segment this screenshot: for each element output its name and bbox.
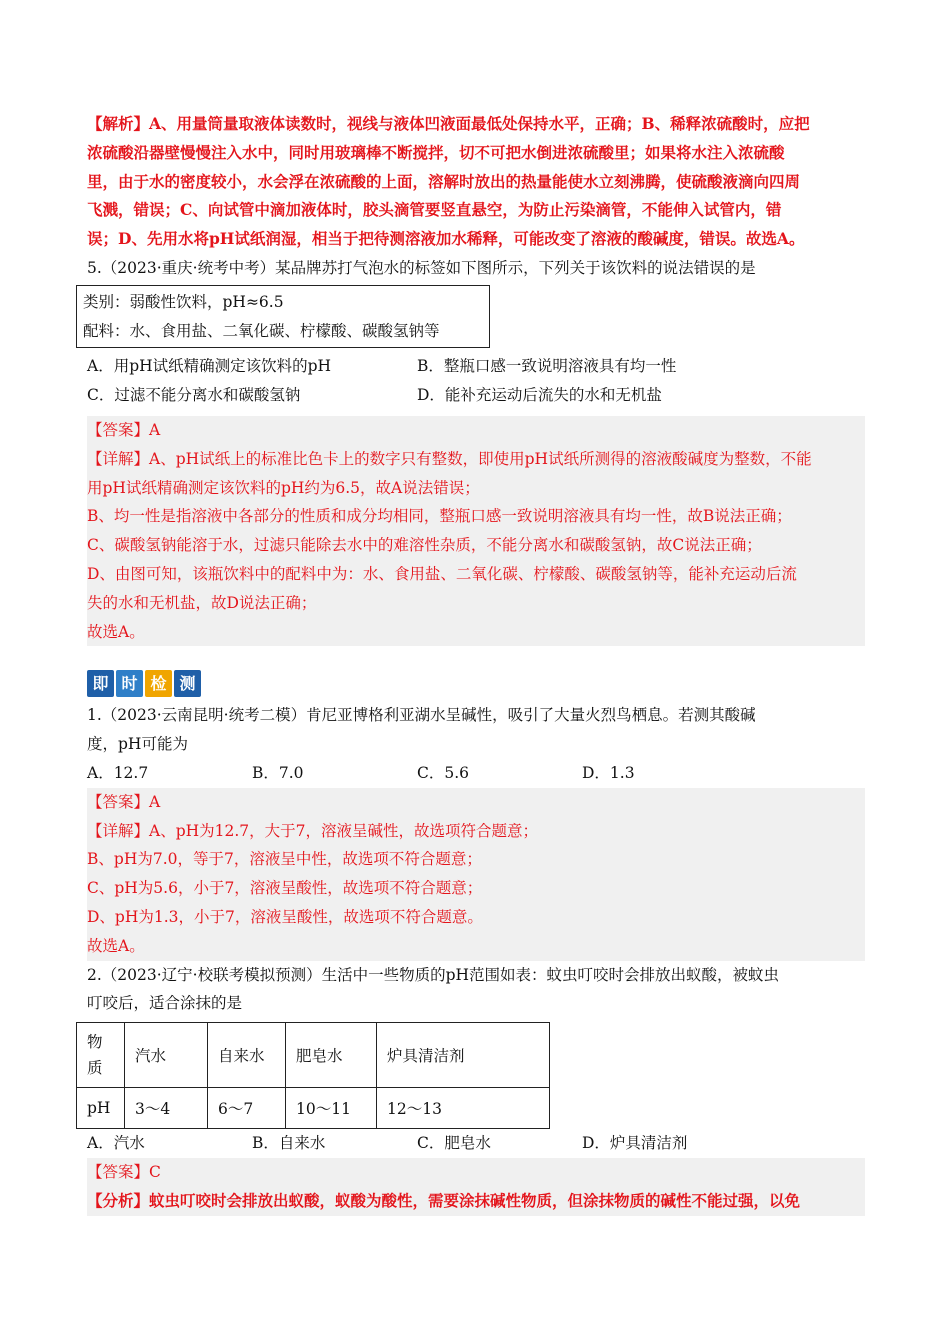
detail-line: 用pH试纸精确测定该饮料的pH约为6.5，故A说法错误； [87,478,480,497]
section-banner [87,670,865,697]
table-header-cell: 炉具清洁剂 [377,1023,550,1088]
option-a[interactable]: A．12.7 [87,763,149,782]
ph-table [76,1022,550,1129]
banner-char: 即 [87,670,114,697]
detail-line: C、碳酸氢钠能溶于水，过滤只能除去水中的难溶性杂质，不能分离水和碳酸氢钠，故C说法正确； [87,536,762,555]
option-d[interactable]: D．1.3 [582,763,635,782]
answer-block [87,788,865,961]
detail-line: 【详解】A、pH试纸上的标准比色卡上的数字只有整数，即使用pH试纸所测得的溶液酸碱度为整数，不能 [87,449,812,468]
question-stem: 度，pH可能为 [87,735,188,754]
product-label-box [76,285,490,349]
options-row [87,352,865,381]
table-cell: 10～11 [286,1088,377,1129]
option-d[interactable]: D．能补充运动后流失的水和无机盐 [417,386,662,405]
detail-line: 失的水和无机盐，故D说法正确； [87,593,317,612]
table-header-cell: 自来水 [208,1023,286,1088]
options-row [87,381,865,410]
option-c[interactable]: C．过滤不能分离水和碳酸氢钠 [87,386,301,405]
options-row [87,1129,865,1158]
question-stem: 2.（2023·辽宁·校联考模拟预测）生活中一些物质的pH范围如表：蚊虫叮咬时会排放出蚁酸，被蚊虫 [87,965,780,984]
detail-line: D、pH为1.3，小于7，溶液呈酸性，故选项不符合题意。 [87,907,483,926]
option-c[interactable]: C．肥皂水 [417,1134,491,1153]
page-content [83,110,865,1216]
analysis-line: 浓硫酸沿器壁慢慢注入水中，同时用玻璃棒不断搅拌，切不可把水倒进浓硫酸里；如果将水注入浓硫酸 [87,142,785,162]
option-a[interactable]: A．汽水 [87,1134,145,1153]
detail-line: 故选A。 [87,622,145,641]
analysis-line: 【解析】A、用量筒量取液体读数时，视线与液体凹液面最低处保持水平，正确；B、稀释浓硫酸时，应把 [87,114,810,133]
table-row [77,1088,550,1129]
option-b[interactable]: B．整瓶口感一致说明溶液具有均一性 [417,357,677,376]
table-cell: 12～13 [377,1088,550,1129]
option-c[interactable]: C．5.6 [417,763,470,782]
banner-char: 检 [145,670,172,697]
analysis-line: 【分析】蚊虫叮咬时会排放出蚁酸，蚁酸为酸性，需要涂抹碱性物质，但涂抹物质的碱性不能过强，以免 [87,1190,801,1210]
option-b[interactable]: B．7.0 [252,763,304,782]
detail-line: 故选A。 [87,936,145,955]
detail-line: C、pH为5.6，小于7，溶液呈酸性，故选项不符合题意； [87,879,483,898]
option-a[interactable]: A．用pH试纸精确测定该饮料的pH [87,357,332,376]
table-header-cell: 肥皂水 [286,1023,377,1088]
question-stem: 5.（2023·重庆·统考中考）某品牌苏打气泡水的标签如下图所示，下列关于该饮料的说法错误的是 [87,258,756,277]
table-cell: 6～7 [208,1088,286,1129]
table-cell: 3～4 [125,1088,208,1129]
question-5 [83,254,865,646]
answer-block [87,1158,865,1216]
question-stem: 叮咬后，适合涂抹的是 [87,994,243,1013]
table-cell: pH [77,1088,125,1129]
label-category: 类别：弱酸性饮料，pH≈6.5 [83,292,284,311]
detail-line: 【详解】A、pH为12.7，大于7，溶液呈碱性，故选项符合题意； [87,821,539,840]
options-row [87,759,865,788]
question-stem: 1.（2023·云南昆明·统考二模）肯尼亚博格利亚湖水呈碱性，吸引了大量火烈鸟栖息。若测其酸碱 [87,706,756,725]
table-header-cell: 物 质 [77,1023,125,1088]
label-ingredients: 配料：水、食用盐、二氧化碳、柠檬酸、碳酸氢钠等 [83,321,440,340]
table-header-cell: 汽水 [125,1023,208,1088]
answer-text: 【答案】C [87,1162,161,1181]
detail-line: D、由图可知，该瓶饮料中的配料中为：水、食用盐、二氧化碳、柠檬酸、碳酸氢钠等，能补充运动后流 [87,564,797,583]
answer-text: 【答案】A [87,420,161,439]
detail-line: B、均一性是指溶液中各部分的性质和成分均相同，整瓶口感一致说明溶液具有均一性，故B说法正确； [87,507,792,526]
answer-text: 【答案】A [87,792,161,811]
prev-analysis [87,110,865,254]
analysis-line: 误；D、先用水将pH试纸润湿，相当于把待测溶液加水稀释，可能改变了溶液的酸碱度，错误。故选A。 [87,229,805,249]
question-1 [87,701,865,960]
banner-char: 测 [174,670,201,697]
analysis-line: 里，由于水的密度较小，水会浮在浓硫酸的上面，溶解时放出的热量能使水立刻沸腾，使硫酸液滴向四周 [87,171,801,191]
option-d[interactable]: D．炉具清洁剂 [582,1134,688,1153]
table-row [77,1023,550,1088]
banner-char: 时 [116,670,143,697]
analysis-line: 飞溅，错误；C、向试管中滴加液体时，胶头滴管要竖直悬空，为防止污染滴管，不能伸入试管内，错 [87,200,782,220]
question-2 [87,961,865,1216]
detail-line: B、pH为7.0，等于7，溶液呈中性，故选项不符合题意； [87,850,482,869]
option-b[interactable]: B．自来水 [252,1134,326,1153]
answer-block [87,416,865,646]
